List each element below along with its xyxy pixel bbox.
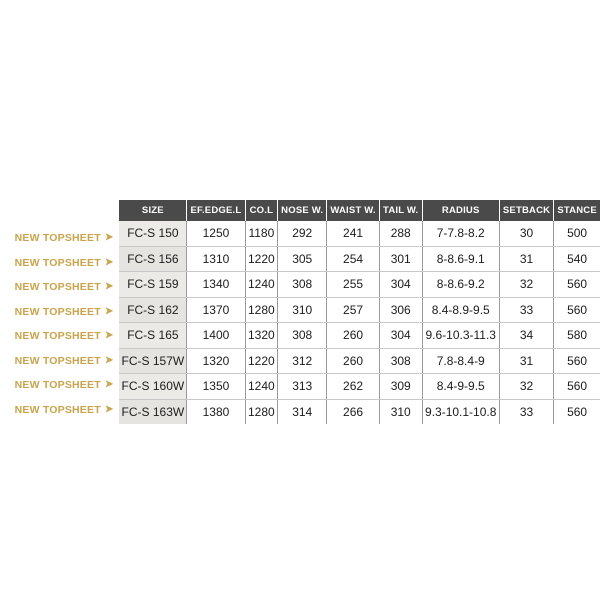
cell-edge: 1380 <box>187 399 245 424</box>
cell-radius: 9.6-10.3-11.3 <box>422 323 499 349</box>
cell-edge: 1320 <box>187 348 245 374</box>
cell-size: FC-S 159 <box>119 272 186 298</box>
new-topsheet-label <box>0 324 119 349</box>
cell-tail: 288 <box>379 221 422 246</box>
cell-waist: 255 <box>327 272 380 298</box>
cell-stance: 580 <box>554 323 600 349</box>
cell-radius: 7.8-8.4-9 <box>422 348 499 374</box>
cell-size: FC-S 156 <box>119 246 186 272</box>
cell-edge: 1340 <box>187 272 245 298</box>
arrow-right-icon: ➤ <box>104 354 114 366</box>
cell-waist: 260 <box>327 348 380 374</box>
new-topsheet-label <box>0 349 119 374</box>
new-topsheet-label-text: NEW TOPSHEET <box>14 379 101 392</box>
cell-nose: 305 <box>278 246 327 272</box>
cell-tail: 301 <box>379 246 422 272</box>
size-spec-table <box>119 200 600 424</box>
cell-tail: 310 <box>379 399 422 424</box>
new-topsheet-label <box>0 398 119 423</box>
new-topsheet-label-text: NEW TOPSHEET <box>14 330 101 343</box>
cell-setback: 33 <box>499 297 553 323</box>
table-header-row <box>119 200 600 221</box>
column-header-nose: NOSE W. <box>278 200 327 221</box>
cell-radius: 7-7.8-8.2 <box>422 221 499 246</box>
arrow-right-icon: ➤ <box>104 330 114 342</box>
cell-edge: 1400 <box>187 323 245 349</box>
new-topsheet-label-text: NEW TOPSHEET <box>14 354 101 367</box>
cell-col: 1220 <box>245 348 278 374</box>
cell-setback: 31 <box>499 348 553 374</box>
table-row <box>119 399 600 424</box>
cell-waist: 241 <box>327 221 380 246</box>
cell-setback: 33 <box>499 399 553 424</box>
cell-waist: 260 <box>327 323 380 349</box>
cell-col: 1280 <box>245 297 278 323</box>
new-topsheet-label <box>0 251 119 276</box>
cell-waist: 254 <box>327 246 380 272</box>
cell-nose: 314 <box>278 399 327 424</box>
table-header <box>119 200 600 221</box>
arrow-right-icon: ➤ <box>104 403 114 415</box>
table-row <box>119 246 600 272</box>
cell-waist: 257 <box>327 297 380 323</box>
spec-table-section <box>0 200 600 424</box>
cell-radius: 9.3-10.1-10.8 <box>422 399 499 424</box>
cell-stance: 560 <box>567 404 588 419</box>
column-header-waist: WAIST W. <box>327 200 380 221</box>
table-row <box>119 272 600 298</box>
cell-stance: 560 <box>554 272 600 298</box>
cell-nose: 292 <box>278 221 327 246</box>
cell-stance: 540 <box>554 246 600 272</box>
cell-tail: 309 <box>379 374 422 400</box>
cell-radius: 8.4-9-9.5 <box>422 374 499 400</box>
cell-edge: 1350 <box>187 374 245 400</box>
new-topsheet-label-text: NEW TOPSHEET <box>14 305 101 318</box>
arrow-right-icon: ➤ <box>104 281 114 293</box>
cell-col: 1320 <box>245 323 278 349</box>
cell-radius: 8-8.6-9.1 <box>422 246 499 272</box>
cell-waist: 266 <box>327 399 380 424</box>
cell-nose: 312 <box>278 348 327 374</box>
cell-setback: 30 <box>499 221 553 246</box>
cell-col: 1240 <box>245 374 278 400</box>
column-header-setback: SETBACK <box>499 200 553 221</box>
cell-col: 1280 <box>245 399 278 424</box>
cell-waist: 262 <box>327 374 380 400</box>
table-row <box>119 297 600 323</box>
new-topsheet-label <box>0 300 119 325</box>
cell-size: FC-S 157W <box>119 348 186 374</box>
table-row <box>119 348 600 374</box>
new-topsheet-label <box>0 275 119 300</box>
new-topsheet-label-text: NEW TOPSHEET <box>14 403 101 416</box>
column-header-stance: STANCE <box>554 200 600 221</box>
cell-size: FC-S 160W <box>119 374 186 400</box>
arrow-right-icon: ➤ <box>104 256 114 268</box>
table-row <box>119 323 600 349</box>
cell-stance: 500 <box>554 221 600 246</box>
new-topsheet-label-text: NEW TOPSHEET <box>14 256 101 269</box>
cell-setback: 32 <box>499 272 553 298</box>
column-header-radius: RADIUS <box>422 200 499 221</box>
cell-edge: 1250 <box>187 221 245 246</box>
cell-nose: 310 <box>278 297 327 323</box>
column-header-edge: EF.EDGE.L <box>187 200 245 221</box>
cell-col: 1240 <box>245 272 278 298</box>
cell-col: 1180 <box>245 221 278 246</box>
cell-radius: 8-8.6-9.2 <box>422 272 499 298</box>
cell-nose: 308 <box>278 323 327 349</box>
column-header-size: SIZE <box>119 200 186 221</box>
cell-size: FC-S 165 <box>119 323 186 349</box>
cell-setback: 31 <box>499 246 553 272</box>
cell-tail: 304 <box>379 272 422 298</box>
cell-nose: 313 <box>278 374 327 400</box>
cell-setback: 34 <box>499 323 553 349</box>
new-topsheet-label <box>0 226 119 251</box>
column-header-tail: TAIL W. <box>379 200 422 221</box>
new-topsheet-label-text: NEW TOPSHEET <box>14 232 101 245</box>
cell-tail: 306 <box>379 297 422 323</box>
cell-tail: 308 <box>379 348 422 374</box>
cell-stance: 560 <box>554 374 600 400</box>
cell-size: FC-S 150 <box>119 221 186 246</box>
cell-stance: 560 <box>554 297 600 323</box>
cell-size: FC-S 162 <box>119 297 186 323</box>
column-header-col: CO.L <box>245 200 278 221</box>
arrow-right-icon: ➤ <box>104 305 114 317</box>
cell-edge: 1310 <box>187 246 245 272</box>
new-topsheet-label-column <box>0 200 119 422</box>
table-row <box>119 221 600 246</box>
cell-nose: 308 <box>278 272 327 298</box>
new-topsheet-label-text: NEW TOPSHEET <box>14 281 101 294</box>
cell-col: 1220 <box>245 246 278 272</box>
arrow-right-icon: ➤ <box>104 232 114 244</box>
cell-stance: 560 <box>554 348 600 374</box>
cell-tail: 304 <box>379 323 422 349</box>
table-row <box>119 374 600 400</box>
table-body <box>119 221 600 424</box>
arrow-right-icon: ➤ <box>104 379 114 391</box>
cell-setback: 32 <box>499 374 553 400</box>
cell-radius: 8.4-8.9-9.5 <box>422 297 499 323</box>
new-topsheet-label <box>0 373 119 398</box>
cell-edge: 1370 <box>187 297 245 323</box>
cell-size: FC-S 163W <box>119 399 186 424</box>
